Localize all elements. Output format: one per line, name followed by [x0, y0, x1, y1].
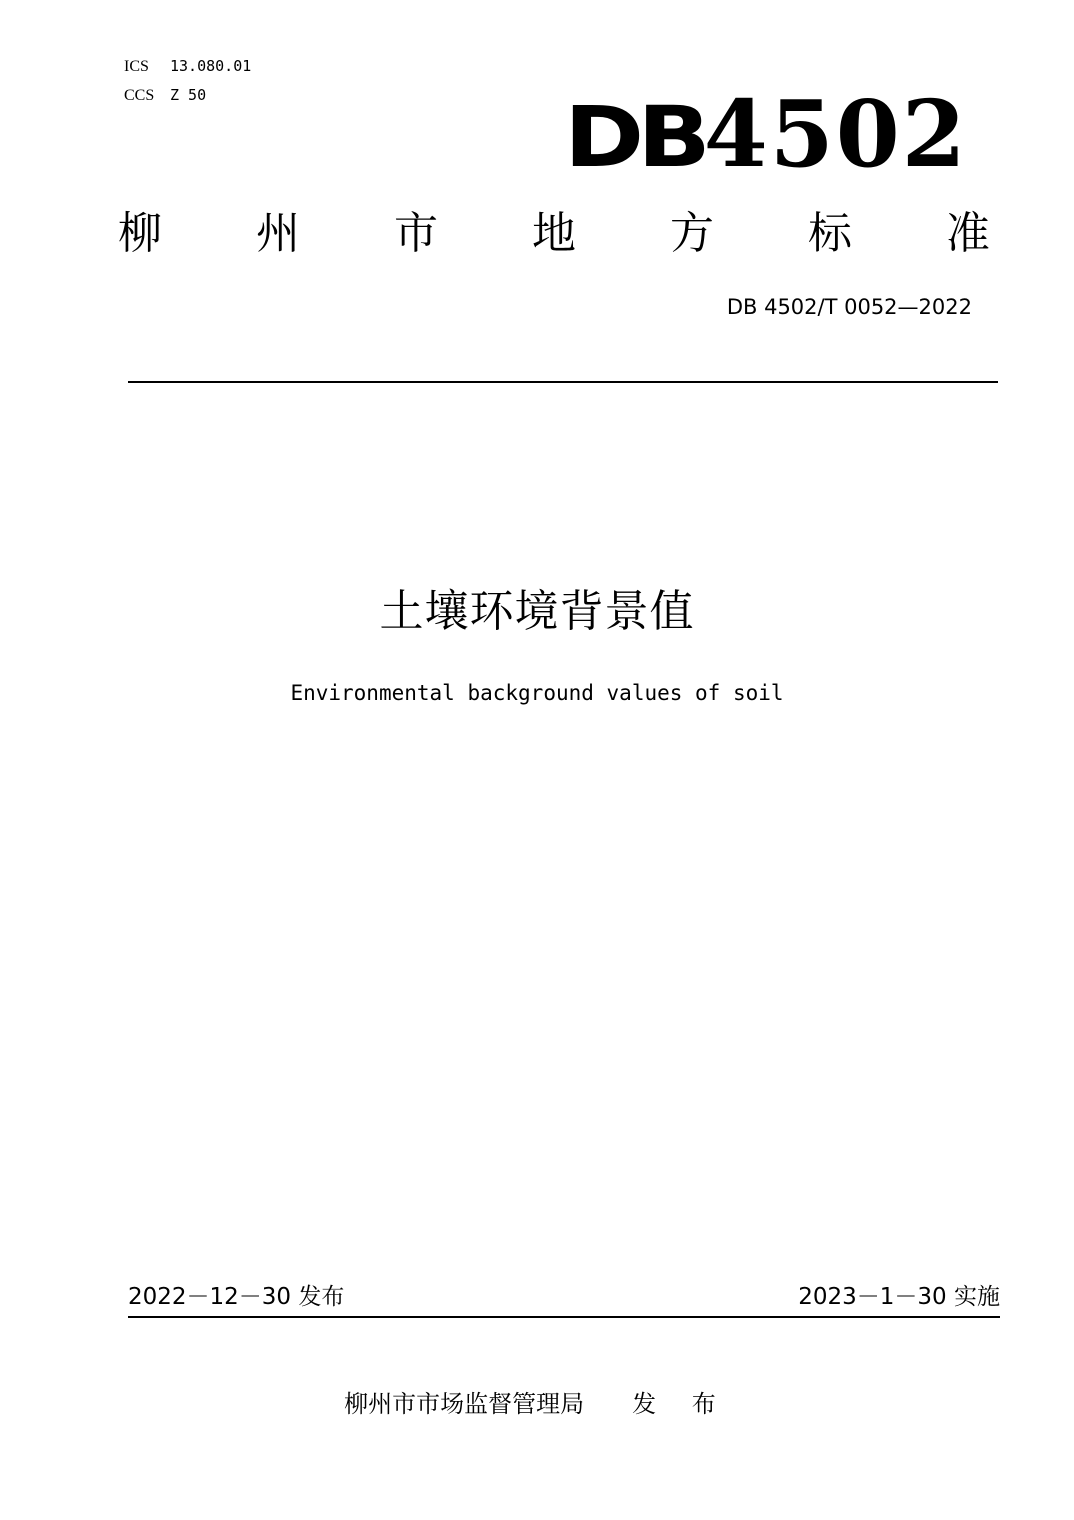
- standard-type-char: 市: [394, 208, 438, 259]
- standard-code: DB 4502/T 0052—2022: [726, 295, 972, 319]
- issuer-name: 柳州市市场监督管理局: [344, 1390, 585, 1418]
- standard-type-char: 州: [256, 208, 300, 259]
- db-logo-number: 4502: [703, 80, 968, 188]
- ccs-label: CCS: [124, 87, 155, 104]
- document-title-english: Environmental background values of soil: [290, 681, 784, 705]
- header-divider: [128, 381, 998, 383]
- ics-value: 13.080.01: [170, 57, 252, 75]
- standard-type-char: 准: [946, 208, 990, 259]
- standard-type-char: 标: [808, 208, 852, 259]
- ccs-value: Z 50: [170, 86, 207, 104]
- ics-line: [124, 52, 251, 81]
- issuing-authority: [0, 1386, 1074, 1422]
- implementation-date: 2023－1－30 实施: [798, 1284, 1000, 1310]
- db-standard-logo: [564, 80, 968, 188]
- document-title-chinese: 土壤环境背景值: [379, 586, 695, 637]
- classification-codes: [124, 52, 251, 110]
- issue-date: 2022－12－30 发布: [128, 1284, 345, 1310]
- standard-type-heading: [118, 202, 990, 266]
- db-logo-mark: DB: [564, 88, 705, 186]
- issuer-action: 发 布: [632, 1390, 730, 1418]
- footer-divider: [128, 1316, 1000, 1318]
- standard-type-char: 柳: [118, 208, 162, 259]
- ics-label: ICS: [124, 58, 149, 75]
- standard-type-char: 方: [670, 208, 714, 259]
- ccs-line: [124, 81, 251, 110]
- standard-type-char: 地: [532, 208, 576, 259]
